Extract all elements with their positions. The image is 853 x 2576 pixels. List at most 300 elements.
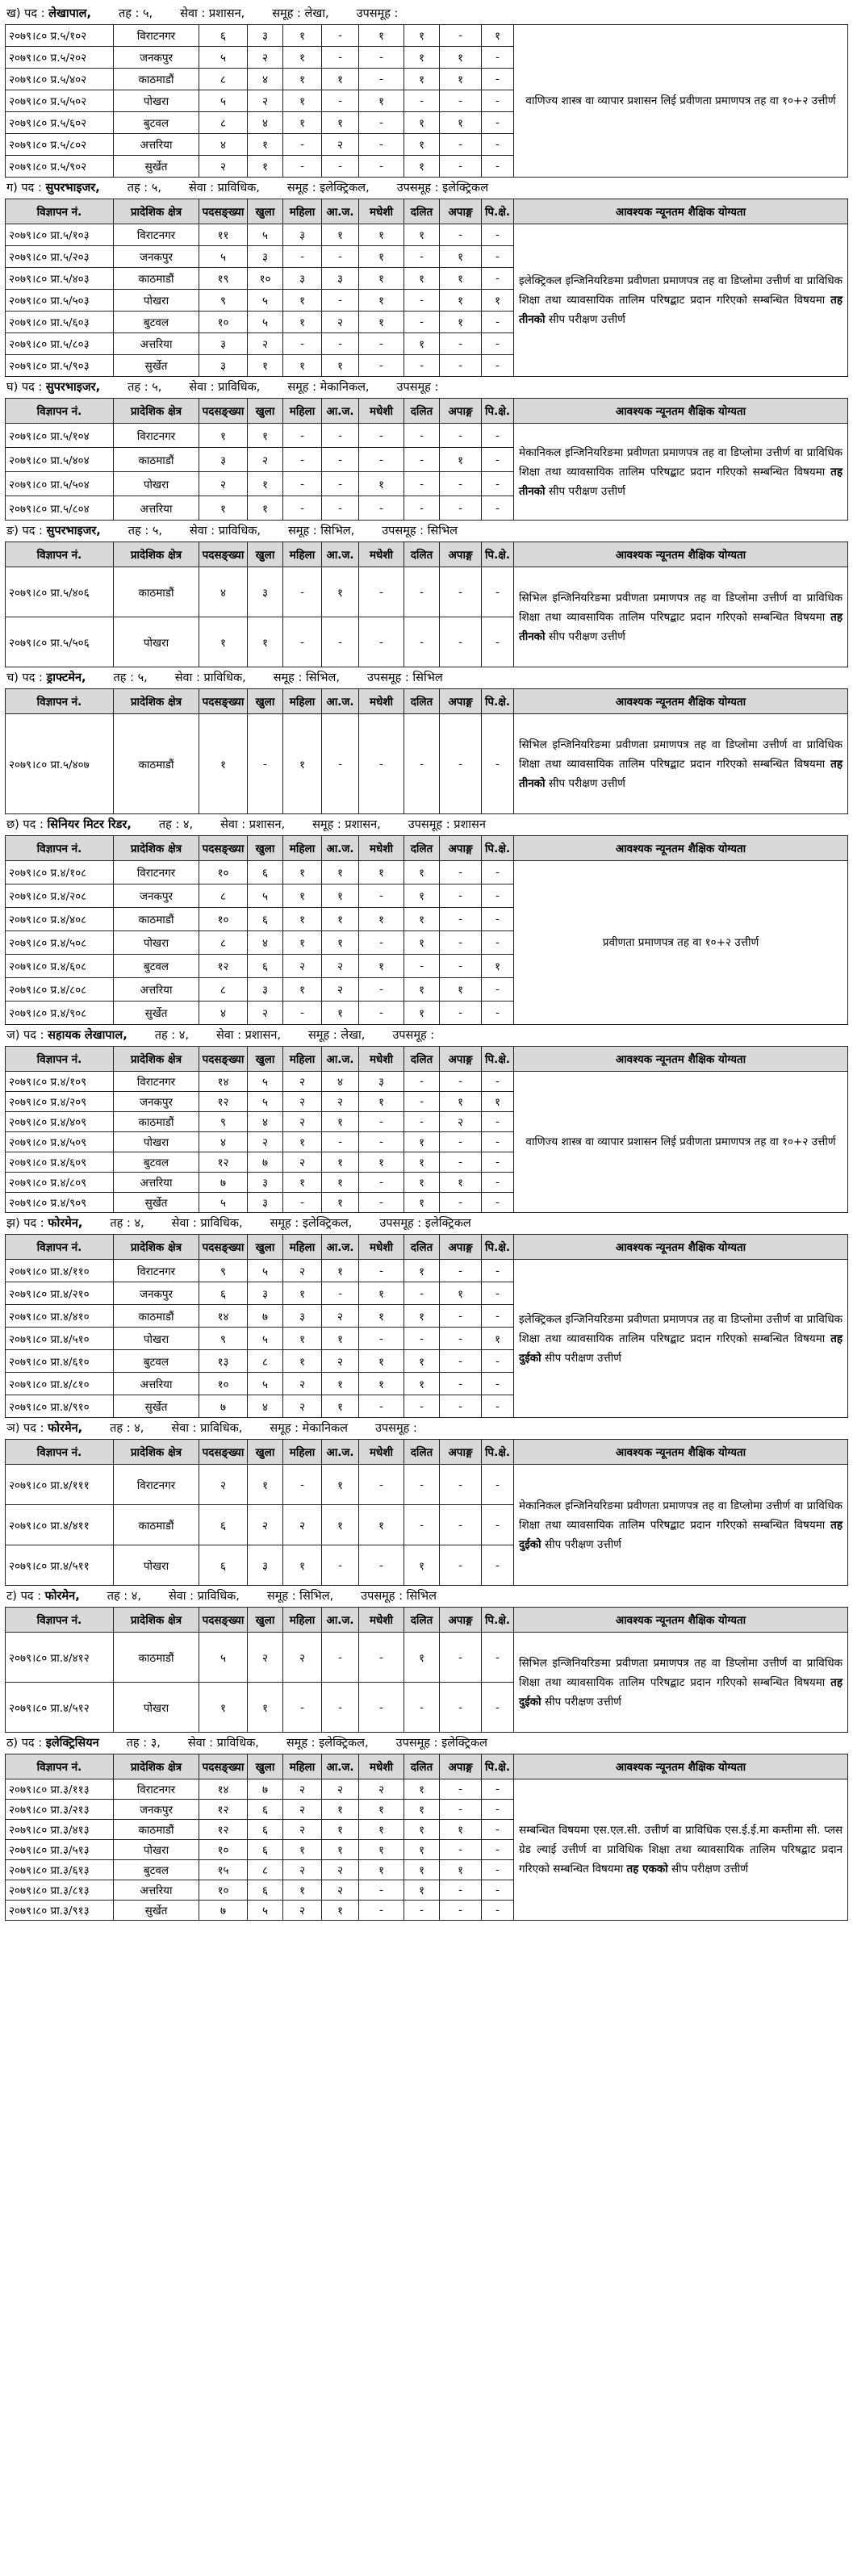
cell-madhesi: १ (359, 1800, 404, 1820)
cell-open: ३ (248, 1173, 283, 1193)
cell-open: ५ (248, 224, 283, 246)
cell-backward: - (482, 1465, 514, 1505)
cell-posts: ६ (199, 1282, 248, 1305)
cell-adv: २०७९।८० प्र.५/८०२ (6, 134, 114, 156)
cell-disabled: - (440, 861, 482, 884)
table-row (6, 1260, 848, 1282)
cell-disabled: - (440, 1305, 482, 1328)
cell-adv: २०७९।८० प्र.४/४०८ (6, 908, 114, 931)
column-header-aaja: आ.ज. (322, 199, 359, 224)
cell-madhesi: १ (359, 90, 404, 112)
column-header-region: प्रादेशिक क्षेत्र (114, 1608, 199, 1633)
cell-open: ७ (248, 1305, 283, 1328)
cell-dalit: - (404, 312, 440, 333)
cell-aaja: १ (322, 69, 359, 90)
section-level: तह : ५, (127, 182, 161, 194)
table-header-row (6, 836, 848, 861)
column-header-backward: पि.क्षे. (482, 689, 514, 714)
qualification-bold-level: तह तीनको (519, 294, 843, 326)
cell-region: विराटनगर (114, 25, 199, 47)
section-subgroup: उपसमूह : (356, 7, 399, 20)
table-row (6, 25, 848, 47)
cell-dalit: १ (404, 1779, 440, 1800)
column-header-region: प्रादेशिक क्षेत्र (114, 836, 199, 861)
cell-open: ५ (248, 1260, 283, 1282)
column-header-aaja: आ.ज. (322, 836, 359, 861)
cell-adv: २०७९।८० प्र.४/१०९ (6, 1072, 114, 1092)
post-prefix: ठ) पद : (6, 1737, 46, 1750)
cell-madhesi: १ (359, 1860, 404, 1880)
cell-posts: ५ (199, 1633, 248, 1683)
column-header-dalit: दलित (404, 1047, 440, 1072)
cell-dalit: १ (404, 978, 440, 1002)
cell-madhesi: १ (359, 1505, 404, 1545)
column-header-qualification: आवश्यक न्यूनतम शैक्षिक योग्यता (514, 1047, 848, 1072)
vacancy-table (5, 688, 848, 814)
cell-region: सुर्खेत (114, 1193, 199, 1213)
section-subgroup: उपसमूह : (374, 1422, 417, 1435)
cell-region: काठमाडौं (114, 1633, 199, 1683)
post-prefix: झ) पद : (6, 1217, 48, 1230)
cell-backward: - (482, 1683, 514, 1733)
cell-women: - (283, 496, 322, 521)
cell-aaja: १ (322, 884, 359, 908)
post-title: सहायक लेखापाल, (48, 1029, 128, 1042)
cell-backward: - (482, 156, 514, 178)
cell-open: २ (248, 333, 283, 355)
cell-adv: २०७९।८० प्रा.३/२१३ (6, 1800, 114, 1820)
qualification-text: सिभिल इन्जिनियरिङमा प्रवीणता प्रमाणपत्र तह वा डिप्लोमा उत्तीर्ण वा प्राविधिक शिक्षा तथा व्यावसायिक तालिम परिषद्बाट प्रदान गरिएको सम्बन्धित विषयमा (519, 738, 843, 771)
cell-aaja: २ (322, 1779, 359, 1800)
cell-posts: ६ (199, 1505, 248, 1545)
cell-madhesi: १ (359, 268, 404, 290)
cell-dalit: - (404, 1683, 440, 1733)
cell-aaja: १ (322, 1173, 359, 1193)
cell-dalit: १ (404, 1545, 440, 1586)
column-header-dalit: दलित (404, 1608, 440, 1633)
section-subgroup: उपसमूह : (396, 381, 439, 394)
cell-madhesi: १ (359, 224, 404, 246)
cell-open: १ (248, 424, 283, 448)
qualification-bold-level: तह दुईको (519, 1332, 843, 1365)
cell-region: सुर्खेत (114, 1002, 199, 1025)
cell-posts: ८ (199, 69, 248, 90)
cell-dalit: - (404, 448, 440, 472)
cell-posts: ३ (199, 448, 248, 472)
section-service: सेवा : प्राविधिक, (174, 671, 246, 684)
cell-disabled: - (440, 1152, 482, 1173)
column-header-posts: पदसङ्ख्या (199, 836, 248, 861)
section-heading (5, 521, 848, 542)
column-header-open: खुला (248, 836, 283, 861)
cell-aaja: १ (322, 1193, 359, 1213)
cell-women: - (283, 246, 322, 268)
cell-dalit: १ (404, 333, 440, 355)
column-header-disabled: अपाङ्ग (440, 1047, 482, 1072)
post-prefix: ज) पद : (6, 1029, 48, 1042)
cell-posts: २ (199, 472, 248, 496)
cell-posts: ५ (199, 47, 248, 69)
cell-backward: - (482, 714, 514, 814)
cell-dalit: १ (404, 1193, 440, 1213)
cell-madhesi: १ (359, 1373, 404, 1395)
cell-disabled: - (440, 884, 482, 908)
section-service: सेवा : प्रशासन, (215, 1029, 281, 1042)
column-header-open: खुला (248, 1754, 283, 1779)
cell-posts: १४ (199, 1072, 248, 1092)
cell-posts: १२ (199, 955, 248, 978)
qualification-bold-level: तह दुईको (519, 1518, 843, 1551)
cell-madhesi: - (359, 156, 404, 178)
cell-madhesi: १ (359, 472, 404, 496)
cell-disabled: - (440, 1072, 482, 1092)
cell-women: - (283, 1683, 322, 1733)
section-service: सेवा : प्राविधिक, (187, 1737, 259, 1750)
cell-backward: - (482, 1820, 514, 1840)
cell-dalit: १ (404, 1152, 440, 1173)
cell-adv: २०७९।८० प्रा.३/६१३ (6, 1860, 114, 1880)
cell-women: १ (283, 25, 322, 47)
cell-backward: - (482, 90, 514, 112)
cell-open: ६ (248, 908, 283, 931)
cell-region: अत्तरिया (114, 496, 199, 521)
cell-posts: ५ (199, 246, 248, 268)
table-header-row (6, 399, 848, 424)
column-header-posts: पदसङ्ख्या (199, 399, 248, 424)
cell-region: काठमाडौं (114, 1820, 199, 1840)
section-level: तह : ३, (126, 1737, 161, 1750)
cell-region: सुर्खेत (114, 1901, 199, 1921)
qualification-cell (514, 1779, 848, 1921)
qualification-bold-level: तह दुईको (519, 1675, 843, 1708)
cell-aaja: - (322, 448, 359, 472)
cell-aaja: १ (322, 1901, 359, 1921)
cell-region: विराटनगर (114, 224, 199, 246)
column-header-open: खुला (248, 542, 283, 567)
cell-madhesi: - (359, 714, 404, 814)
cell-women: १ (283, 908, 322, 931)
cell-madhesi: १ (359, 246, 404, 268)
cell-madhesi: - (359, 47, 404, 69)
cell-aaja: २ (322, 955, 359, 978)
cell-disabled: १ (440, 246, 482, 268)
cell-adv: २०७९।८० प्र.४/९०८ (6, 1002, 114, 1025)
cell-backward: - (482, 355, 514, 377)
cell-region: विराटनगर (114, 1465, 199, 1505)
cell-backward: - (482, 1132, 514, 1152)
cell-madhesi: १ (359, 1305, 404, 1328)
cell-backward: - (482, 312, 514, 333)
section-service: सेवा : प्रशासन, (220, 818, 286, 831)
column-header-dalit: दलित (404, 399, 440, 424)
cell-dalit: १ (404, 1860, 440, 1880)
cell-backward: - (482, 1305, 514, 1328)
section-level: तह : ४, (107, 1590, 141, 1603)
column-header-region: प्रादेशिक क्षेत्र (114, 399, 199, 424)
column-header-disabled: अपाङ्ग (440, 1440, 482, 1465)
cell-posts: ५ (199, 90, 248, 112)
cell-adv: २०७९।८० प्रा.४/४१२ (6, 1633, 114, 1683)
column-header-qualification: आवश्यक न्यूनतम शैक्षिक योग्यता (514, 1608, 848, 1633)
cell-women: १ (283, 1840, 322, 1860)
column-header-women: महिला (283, 1608, 322, 1633)
cell-dalit: १ (404, 47, 440, 69)
cell-backward: - (482, 931, 514, 955)
cell-adv: २०७९।८० प्रा.५/५०६ (6, 617, 114, 667)
cell-region: पोखरा (114, 1328, 199, 1350)
cell-women: १ (283, 884, 322, 908)
column-header-dalit: दलित (404, 542, 440, 567)
cell-women: ३ (283, 268, 322, 290)
cell-disabled: - (440, 931, 482, 955)
post-prefix: ख) पद : (6, 7, 49, 20)
table-row (6, 567, 848, 617)
cell-open: १ (248, 472, 283, 496)
cell-dalit: १ (404, 861, 440, 884)
post-title: सुपरभाइजर, (45, 182, 100, 194)
column-header-qualification: आवश्यक न्यूनतम शैक्षिक योग्यता (514, 199, 848, 224)
post-title: सिनियर मिटर रिडर, (47, 818, 132, 831)
cell-dalit: १ (404, 1132, 440, 1152)
cell-women: २ (283, 1260, 322, 1282)
cell-dalit: - (404, 1112, 440, 1132)
cell-disabled: १ (440, 1092, 482, 1112)
cell-dalit: १ (404, 134, 440, 156)
cell-region: बुटवल (114, 112, 199, 134)
column-header-qualification: आवश्यक न्यूनतम शैक्षिक योग्यता (514, 689, 848, 714)
cell-region: सुर्खेत (114, 1395, 199, 1418)
table-row (6, 1779, 848, 1800)
qualification-text: इलेक्ट्रिकल इन्जिनियरिङमा प्रवीणता प्रमाणपत्र तह वा डिप्लोमा उत्तीर्ण वा प्राविधिक शिक्षा तथा व्यावसायिक तालिम परिषद्बाट प्रदान गरिएको सम्बन्धित विषयमा (519, 1312, 843, 1345)
cell-women: १ (283, 290, 322, 312)
cell-posts: १३ (199, 1350, 248, 1373)
cell-aaja: १ (322, 1112, 359, 1132)
cell-disabled: - (440, 496, 482, 521)
cell-disabled: - (440, 424, 482, 448)
column-header-posts: पदसङ्ख्या (199, 199, 248, 224)
cell-madhesi: १ (359, 955, 404, 978)
cell-madhesi: - (359, 1901, 404, 1921)
cell-madhesi: - (359, 617, 404, 667)
cell-aaja: - (322, 424, 359, 448)
cell-adv: २०७९।८० प्रा.३/५१३ (6, 1840, 114, 1860)
cell-dalit: - (404, 1328, 440, 1350)
cell-women: २ (283, 1092, 322, 1112)
column-header-dalit: दलित (404, 1754, 440, 1779)
cell-disabled: - (440, 955, 482, 978)
cell-posts: १२ (199, 1820, 248, 1840)
cell-women: १ (283, 1328, 322, 1350)
cell-backward: - (482, 884, 514, 908)
cell-backward: - (482, 1260, 514, 1282)
cell-open: १ (248, 355, 283, 377)
cell-open: ३ (248, 25, 283, 47)
qualification-cell (514, 224, 848, 377)
cell-madhesi: - (359, 1112, 404, 1132)
cell-adv: २०७९।८० प्रा.४/४११ (6, 1505, 114, 1545)
cell-madhesi: - (359, 134, 404, 156)
cell-disabled: - (440, 25, 482, 47)
cell-women: - (283, 617, 322, 667)
section-service: सेवा : प्रशासन, (180, 7, 245, 20)
cell-adv: २०७९।८० प्र.४/२०९ (6, 1092, 114, 1112)
cell-disabled: १ (440, 69, 482, 90)
cell-aaja: २ (322, 1860, 359, 1880)
cell-women: १ (283, 355, 322, 377)
section-service: सेवा : प्राविधिक, (189, 381, 261, 394)
cell-region: पोखरा (114, 1840, 199, 1860)
cell-aaja: - (322, 1132, 359, 1152)
cell-madhesi: १ (359, 1152, 404, 1173)
column-header-backward: पि.क्षे. (482, 399, 514, 424)
post-prefix: ट) पद : (6, 1590, 45, 1603)
cell-backward: - (482, 1395, 514, 1418)
column-header-advertisement: विज्ञापन नं. (6, 1754, 114, 1779)
qualification-cell (514, 567, 848, 667)
cell-women: २ (283, 1779, 322, 1800)
cell-dalit: - (404, 617, 440, 667)
section-group: समूह : इलेक्ट्रिकल, (286, 182, 370, 194)
column-header-disabled: अपाङ्ग (440, 1754, 482, 1779)
cell-posts: ७ (199, 1901, 248, 1921)
cell-backward: - (482, 1072, 514, 1092)
post-title: सुपरभाइजर, (45, 381, 101, 394)
cell-women: २ (283, 1373, 322, 1395)
post-title: फोरमेन, (48, 1422, 83, 1435)
section-level: तह : ५, (128, 381, 162, 394)
cell-region: बुटवल (114, 1860, 199, 1880)
section-level: तह : ४, (154, 1029, 189, 1042)
cell-disabled: १ (440, 268, 482, 290)
column-header-open: खुला (248, 1047, 283, 1072)
cell-madhesi: - (359, 978, 404, 1002)
cell-madhesi: - (359, 1132, 404, 1152)
section-subgroup: उपसमूह : (392, 1029, 435, 1042)
qualification-cell (514, 1260, 848, 1418)
cell-aaja: २ (322, 1350, 359, 1373)
cell-adv: २०७९।८० प्र.४/८०९ (6, 1173, 114, 1193)
cell-madhesi: - (359, 69, 404, 90)
cell-women: २ (283, 1505, 322, 1545)
section-heading (5, 1586, 848, 1607)
cell-backward: - (482, 1840, 514, 1860)
column-header-posts: पदसङ्ख्या (199, 1754, 248, 1779)
post-title: सुपरभाइजर, (46, 525, 101, 537)
table-row (6, 424, 848, 448)
cell-region: बुटवल (114, 312, 199, 333)
column-header-dalit: दलित (404, 689, 440, 714)
cell-region: काठमाडौं (114, 69, 199, 90)
cell-dalit: - (404, 714, 440, 814)
section-subgroup: उपसमूह : सिभिल (382, 525, 458, 537)
cell-dalit: १ (404, 1633, 440, 1683)
cell-region: काठमाडौं (114, 1305, 199, 1328)
cell-open: २ (248, 1002, 283, 1025)
cell-posts: ६ (199, 1545, 248, 1586)
cell-region: काठमाडौं (114, 908, 199, 931)
table-header-row (6, 199, 848, 224)
cell-madhesi: - (359, 884, 404, 908)
cell-women: - (283, 472, 322, 496)
section-group: समूह : मेकानिकल, (287, 381, 370, 394)
cell-backward: - (482, 1880, 514, 1901)
column-header-madhesi: मधेशी (359, 1047, 404, 1072)
qualification-cell (514, 424, 848, 521)
cell-aaja: - (322, 90, 359, 112)
cell-adv: २०७९।८० प्रा.४/४१० (6, 1305, 114, 1328)
column-header-posts: पदसङ्ख्या (199, 1608, 248, 1633)
qualification-cell (514, 714, 848, 814)
cell-aaja: - (322, 25, 359, 47)
cell-open: ६ (248, 1840, 283, 1860)
cell-dalit: १ (404, 1260, 440, 1282)
column-header-aaja: आ.ज. (322, 1754, 359, 1779)
vacancy-table (5, 1234, 848, 1418)
cell-madhesi: १ (359, 1092, 404, 1112)
cell-madhesi: - (359, 333, 404, 355)
column-header-disabled: अपाङ्ग (440, 1608, 482, 1633)
cell-madhesi: - (359, 1633, 404, 1683)
cell-backward: - (482, 333, 514, 355)
cell-adv: २०७९।८० प्रा.३/४१३ (6, 1820, 114, 1840)
cell-adv: २०७९।८० प्रा.५/४०६ (6, 567, 114, 617)
cell-backward: १ (482, 25, 514, 47)
cell-backward: - (482, 424, 514, 448)
post-prefix: घ) पद : (6, 381, 46, 394)
cell-adv: २०७९।८० प्रा.४/५१२ (6, 1683, 114, 1733)
column-header-aaja: आ.ज. (322, 542, 359, 567)
cell-madhesi: १ (359, 861, 404, 884)
cell-open: १ (248, 1683, 283, 1733)
section-group: समूह : लेखा, (308, 1029, 366, 1042)
cell-aaja: १ (322, 908, 359, 931)
column-header-disabled: अपाङ्ग (440, 1235, 482, 1260)
post-title: ड्राफ्टमेन, (46, 671, 86, 684)
cell-open: ६ (248, 955, 283, 978)
vacancy-table (5, 1439, 848, 1586)
cell-disabled: - (440, 1132, 482, 1152)
cell-region: पोखरा (114, 90, 199, 112)
cell-disabled: - (440, 224, 482, 246)
qualification-text: सम्बन्धित विषयमा एस.एल.सी. उत्तीर्ण वा प्राविधिक एस.ई.ई.मा कम्तीमा सी. प्लस ग्रेड ल्याई उत्तीर्ण वा प्राविधिक शिक्षा तथा व्यावसायिक तालिम परिषद्बाट प्रदान गरिएको सम्बन्धित विषयमा (519, 1824, 843, 1876)
column-header-open: खुला (248, 1608, 283, 1633)
cell-women: - (283, 448, 322, 472)
column-header-backward: पि.क्षे. (482, 836, 514, 861)
cell-madhesi: १ (359, 290, 404, 312)
cell-dalit: - (404, 246, 440, 268)
cell-region: जनकपुर (114, 47, 199, 69)
column-header-posts: पदसङ्ख्या (199, 1440, 248, 1465)
table-row (6, 861, 848, 884)
post-prefix: ग) पद : (6, 182, 46, 194)
cell-open: ३ (248, 1545, 283, 1586)
cell-madhesi: १ (359, 312, 404, 333)
cell-adv: २०७९।८० प्र.४/९०९ (6, 1193, 114, 1213)
cell-adv: २०७९।८० प्र.५/५०२ (6, 90, 114, 112)
cell-women: १ (283, 978, 322, 1002)
cell-posts: १ (199, 424, 248, 448)
vacancy-table (5, 1607, 848, 1733)
column-header-region: प्रादेशिक क्षेत्र (114, 1235, 199, 1260)
column-header-posts: पदसङ्ख्या (199, 689, 248, 714)
cell-dalit: - (404, 496, 440, 521)
column-header-advertisement: विज्ञापन नं. (6, 689, 114, 714)
cell-region: विराटनगर (114, 1072, 199, 1092)
column-header-advertisement: विज्ञापन नं. (6, 542, 114, 567)
column-header-women: महिला (283, 1754, 322, 1779)
cell-disabled: २ (440, 1112, 482, 1132)
cell-aaja: ४ (322, 1072, 359, 1092)
